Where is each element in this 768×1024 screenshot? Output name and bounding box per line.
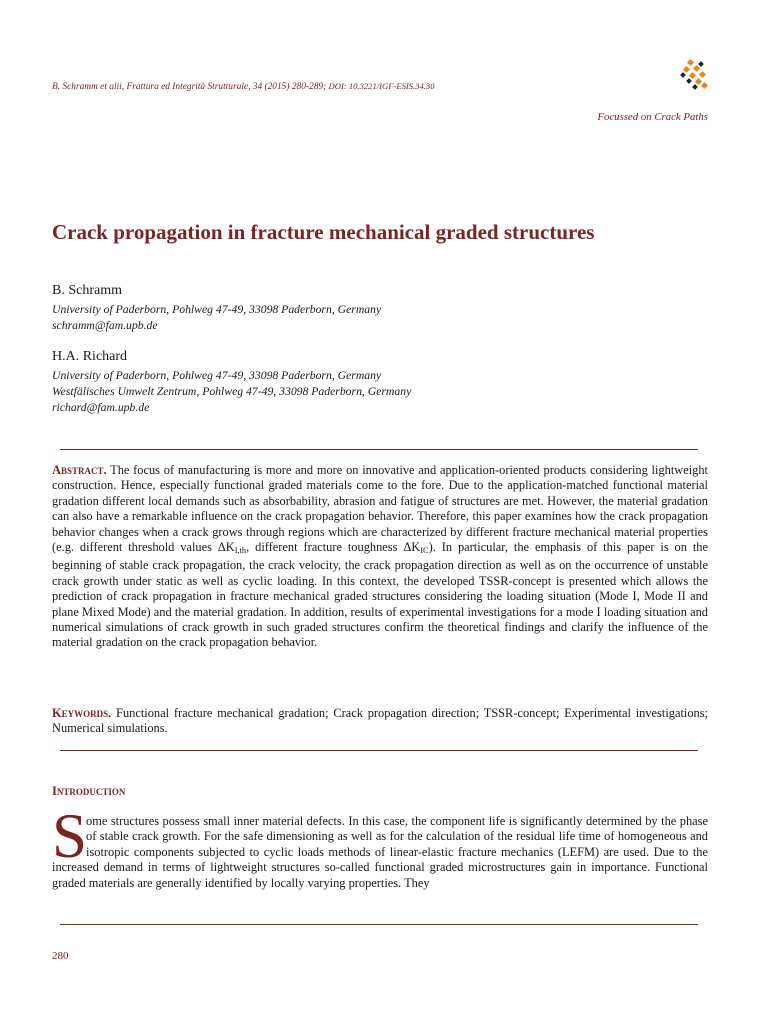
running-header (52, 81, 652, 92)
introduction-paragraph: ome structures possess small inner material defects. In this case, the component life is significantly determined by the phase of stable crack growth. For the safe dimensioning as well as for the calculation of the residual life time of homogeneous and isotropic components subjected to cyclic loads methods of linear-elastic fracture mechanics (LEFM) are used. Due to the increased demand in terms of lightweight structures so-called functional graded microstructures gain in importance. Functional graded materials are generally identified by locally varying properties. They (52, 814, 708, 890)
divider (60, 924, 698, 925)
abstract-text: ). In particular, the emphasis of this paper is on the beginning of stable crack propagation, the crack velocity, the crack propagation direction as well as on the occurrence of unstable crack growth under static as well as cyclic loading. In this context, the developed TSSR-concept is presented which allows the prediction of crack propagation in fracture mechanical graded structures considering the loading situation (Mode I, Mode II and plane Mixed Mode) and the material gradation. In addition, results of experimental investigations for a mode I loading situation and numerical simulations of crack growth in such graded structures confirm the theoretical findings and clarify the influence of the material gradation on the crack propagation behavior. (52, 540, 708, 650)
drop-cap: S (52, 801, 88, 871)
abstract-text: , different fracture toughness ΔK (246, 540, 421, 555)
abstract-text: The focus of manufacturing is more and more on innovative and application-oriented products considering lightweight construction. Hence, especially functional graded materials come to the fore. Due to the application-matched functional material gradation different local demands such as absorbability, abrasion and fatigue of structures are met. However, the material gradation can also have a remarkable influence on the crack propagation behavior. Therefore, this paper examines how the crack propagation behavior changes when a crack grows through regions which are characterized by different fracture mechanical material properties (e.g. different threshold values ΔK (52, 463, 708, 555)
doi: DOI: 10.3221/IGF-ESIS.34.30 (328, 81, 435, 91)
subscript: I,th (234, 546, 247, 556)
author-name: B. Schramm (52, 283, 122, 298)
introduction-text (52, 814, 708, 891)
divider (60, 449, 698, 450)
abstract-label: Abstract. (52, 463, 107, 477)
citation: B. Schramm et alii, Frattura ed Integrità Strutturale, 34 (2015) 280-289; (52, 82, 327, 92)
subscript: IC (420, 546, 429, 556)
keywords-label: Keywords. (52, 706, 112, 720)
section-tag: Focussed on Crack Paths (597, 111, 708, 123)
author-affiliation: Westfälisches Umwelt Zentrum, Pohlweg 47-49, 33098 Paderborn, Germany (52, 385, 412, 398)
keywords (52, 706, 708, 737)
igf-logo-icon (678, 58, 710, 92)
author-name: H.A. Richard (52, 349, 128, 364)
author-affiliation: University of Paderborn, Pohlweg 47-49, 33098 Paderborn, Germany (52, 303, 382, 316)
author-email: richard@fam.upb.de (52, 401, 150, 414)
author-email: schramm@fam.upb.de (52, 319, 158, 332)
divider (60, 750, 698, 751)
abstract (52, 463, 708, 651)
keywords-text: Functional fracture mechanical gradation; Crack propagation direction; TSSR-concept; Experimental investigations; Numerical simulations. (52, 706, 708, 736)
paper-title: Crack propagation in fracture mechanical graded structures (52, 220, 595, 244)
page-number: 280 (52, 950, 69, 962)
section-heading: Introduction (52, 784, 126, 798)
author-affiliation: University of Paderborn, Pohlweg 47-49, 33098 Paderborn, Germany (52, 369, 382, 382)
